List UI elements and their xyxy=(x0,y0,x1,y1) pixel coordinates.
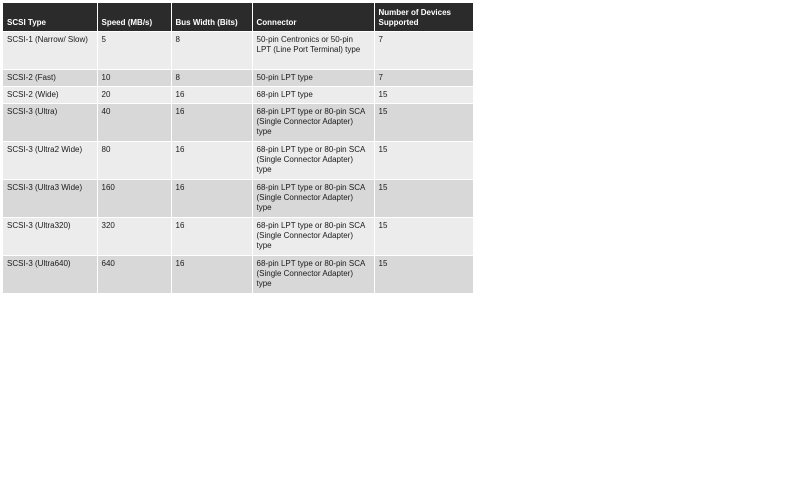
cell-bus-width: 8 xyxy=(171,70,252,87)
cell-devices: 15 xyxy=(374,87,473,104)
cell-devices: 7 xyxy=(374,70,473,87)
cell-devices: 15 xyxy=(374,256,473,294)
cell-scsi-type: SCSI-2 (Wide) xyxy=(3,87,97,104)
table-header-row xyxy=(3,3,473,32)
table-row xyxy=(3,180,473,218)
cell-bus-width: 8 xyxy=(171,32,252,70)
cell-bus-width: 16 xyxy=(171,180,252,218)
cell-devices: 15 xyxy=(374,142,473,180)
cell-scsi-type: SCSI-3 (Ultra) xyxy=(3,104,97,142)
cell-connector: 68-pin LPT type or 80-pin SCA (Single Connector Adapter) type xyxy=(252,218,374,256)
cell-connector: 50-pin Centronics or 50-pin LPT (Line Port Terminal) type xyxy=(252,32,374,70)
table-row xyxy=(3,32,473,70)
header-scsi-type: SCSI Type xyxy=(3,3,97,32)
cell-speed: 640 xyxy=(97,256,171,294)
cell-devices: 15 xyxy=(374,104,473,142)
table-row xyxy=(3,104,473,142)
cell-bus-width: 16 xyxy=(171,142,252,180)
cell-scsi-type: SCSI-2 (Fast) xyxy=(3,70,97,87)
cell-connector: 68-pin LPT type xyxy=(252,87,374,104)
table-row xyxy=(3,87,473,104)
cell-speed: 5 xyxy=(97,32,171,70)
header-devices-supported: Number of Devices Supported xyxy=(374,3,473,32)
cell-speed: 320 xyxy=(97,218,171,256)
table-row xyxy=(3,218,473,256)
cell-bus-width: 16 xyxy=(171,104,252,142)
cell-speed: 20 xyxy=(97,87,171,104)
header-connector: Connector xyxy=(252,3,374,32)
scsi-types-table-container xyxy=(3,3,473,293)
cell-devices: 15 xyxy=(374,180,473,218)
table-row xyxy=(3,256,473,294)
cell-connector: 68-pin LPT type or 80-pin SCA (Single Connector Adapter) type xyxy=(252,104,374,142)
table-row xyxy=(3,70,473,87)
cell-scsi-type: SCSI-3 (Ultra2 Wide) xyxy=(3,142,97,180)
cell-speed: 80 xyxy=(97,142,171,180)
header-speed: Speed (MB/s) xyxy=(97,3,171,32)
cell-devices: 7 xyxy=(374,32,473,70)
cell-speed: 40 xyxy=(97,104,171,142)
cell-bus-width: 16 xyxy=(171,256,252,294)
table-row xyxy=(3,142,473,180)
cell-speed: 160 xyxy=(97,180,171,218)
cell-connector: 68-pin LPT type or 80-pin SCA (Single Connector Adapter) type xyxy=(252,256,374,294)
cell-scsi-type: SCSI-3 (Ultra640) xyxy=(3,256,97,294)
cell-connector: 68-pin LPT type or 80-pin SCA (Single Connector Adapter) type xyxy=(252,142,374,180)
scsi-types-table xyxy=(3,3,473,293)
cell-scsi-type: SCSI-3 (Ultra3 Wide) xyxy=(3,180,97,218)
header-bus-width: Bus Width (Bits) xyxy=(171,3,252,32)
cell-bus-width: 16 xyxy=(171,218,252,256)
cell-speed: 10 xyxy=(97,70,171,87)
cell-devices: 15 xyxy=(374,218,473,256)
cell-connector: 50-pin LPT type xyxy=(252,70,374,87)
cell-connector: 68-pin LPT type or 80-pin SCA (Single Connector Adapter) type xyxy=(252,180,374,218)
cell-scsi-type: SCSI-3 (Ultra320) xyxy=(3,218,97,256)
cell-scsi-type: SCSI-1 (Narrow/ Slow) xyxy=(3,32,97,70)
cell-bus-width: 16 xyxy=(171,87,252,104)
